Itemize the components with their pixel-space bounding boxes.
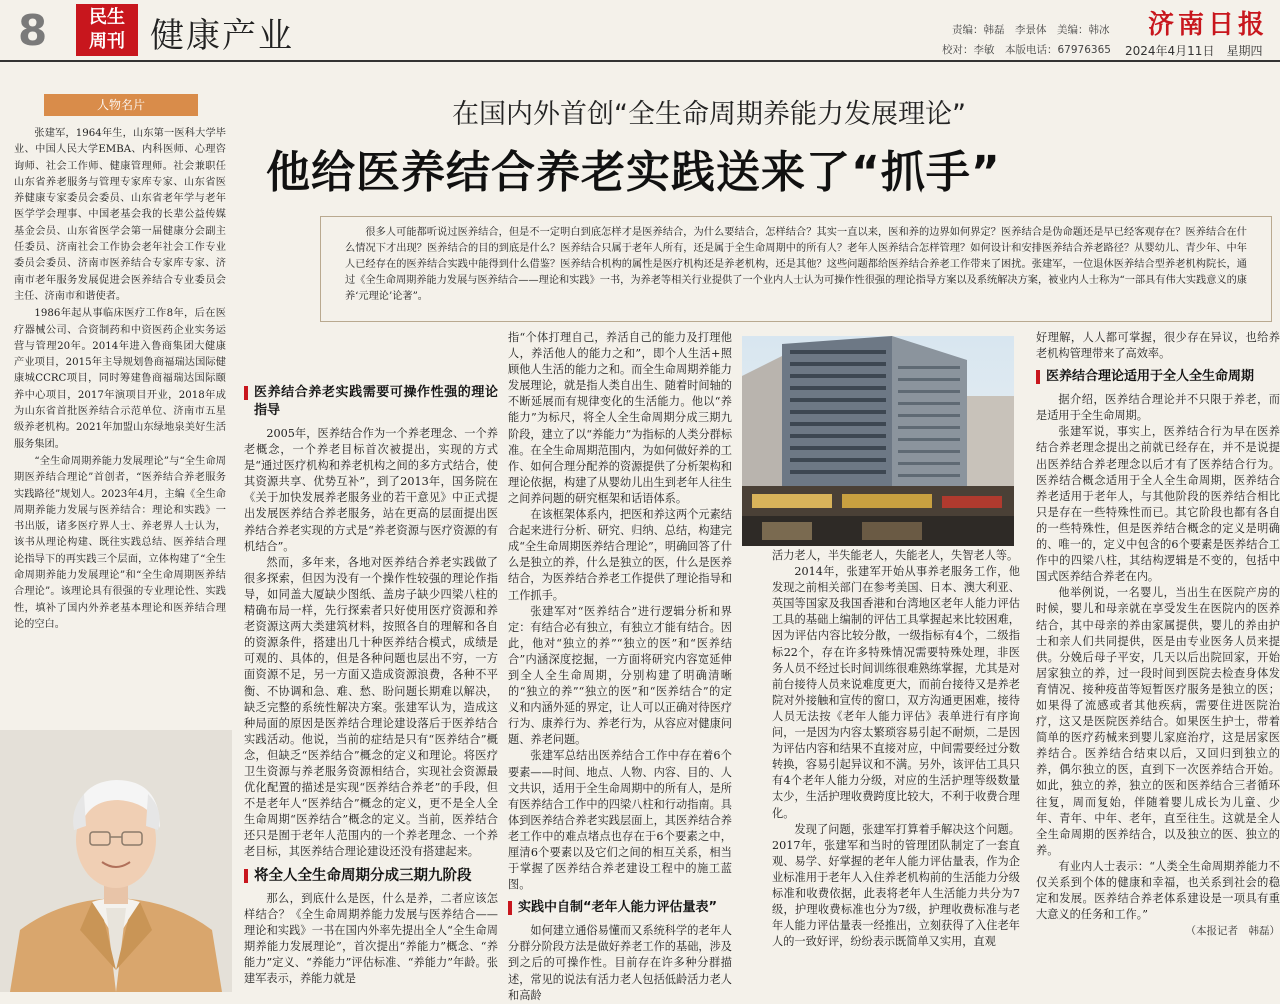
profile-label: 人物名片 — [44, 94, 198, 116]
article-column-3 — [772, 548, 1020, 950]
body-paragraph: 2005年，医养结合作为一个养老理念、一个养老概念，一个养老目标首次被提出，实现的方式是“通过医疗机构和养老机构之间的多方式结合，使其资源共享、优势互补”，到了2013年，国务院在《关于加快发展养老服务业的若干意见》中正式提出发展医养结合养老服务，站在更高的层面提出医养结合养老实现的方式是“养老资源与医疗资源的有机结合”。 — [244, 427, 498, 553]
publication-date: 2024年4月11日 星期四 — [1125, 44, 1263, 58]
body-paragraph: 好理解，人人都可掌握，很少存在异议，也给养老机构管理带来了高效率。 — [1036, 331, 1280, 361]
body-paragraph: 指“个体打理自己，养活自己的能力及打理他人，养活他人的能力之和”，即个人生活+照顾他人生活的能力之和。而全生命周期养能力发展理论，就是指人类自出生、随着时间轴的不断延展而有规律变化的生活能力。他以“养能力”为标尺，将全人全生命周期分成三期九阶段，建立了以“养能力”为指标的人类分群标准。在全生命周期范围内，为如何做好养的工作、如何合理分配养的资源提供了分析架构和理论依据，构建了从婴幼儿出生到老年人往生之间养问题的研究框架和话语体系。 — [508, 331, 733, 505]
profile-paragraph: “全生命周期养能力发展理论”与“全生命周期医养结合理论”首创者，“医养结合养老服务实践路径”规划人。2023年4月，主编《全生命周期养能力发展与医养结合：理论和实践》一书出版，诸多医疗界人士、养老界人士认为，该书从理论构建、既往实践总结、医养结合理论指导下的再实践三个层面，立体构建了“全生命周期养能力发展理论”和“全生命周期医养结合理论”。该理论具有很强的专业理论性、实践性，填补了国内外养老基本理论和医养结合理论的空白。 — [14, 455, 226, 630]
article-column-2 — [508, 330, 732, 1004]
subheadline: 在国内外首创“全生命周期养能力发展理论” — [452, 99, 966, 130]
article-column-1 — [244, 378, 498, 987]
body-paragraph: 然而，多年来，各地对医养结合养老实践做了很多探索，但因为没有一个操作性较强的理论作指导，如同盖大厦缺少图纸、盖房子缺少四梁八柱的精确布局一样，先行探索者只好使用医疗资源和养老资源这两大类建筑材料，按照各自的理解和各自的资源条件，搭建出几十种医养结合模式，成绩是可观的、具体的，但是各种问题也层出不穷，一方面资源不足，另一方面又造成资源浪费，各种不平衡、不协调和急、难、愁、盼问题长期难以解决，缺乏完整的系统性解决方案。张建军认为，造成这种局面的原因是医养结合理论建设落后于医养结合实践活动。他说，当前的症结是只有“医养结合”概念，但缺乏“医养结合”概念的定义和理论。将医疗卫生资源与养老服务资源相结合，实现社会资源最优化配置的描述是实现“医养结合养老”的手段，但不是老年人“医养结合”概念的定义，更不是全人全生命周期“医养结合”概念的定义。当前，医养结合还只是囿于老年人范围内的一个养老理念、一个养老目标，其医养结合理论建设还没有搭建起来。 — [244, 555, 498, 859]
body-paragraph: 发现了问题，张建军打算着手解决这个问题。2017年，张建军和当时的管理团队制定了一套直观、易学、好掌握的老年人能力评估量表，作为企业标准用于老年人入住养老机构前的生活能力分级标准和收费依据，此表将老年人生活能力共分为7级，护理收费标准也分为7级，护理收费标准与老年人能力评估量表一经推出，立刻获得了入住老年人的一致好评，纷纷表示既简单又实用，直观 — [772, 822, 1020, 949]
profile-sidebar — [0, 90, 232, 992]
body-paragraph: 2014年，张建军开始从事养老服务工作，他发现之前相关部门在参考美国、日本、澳大利亚、英国等国家及我国香港和台湾地区老年人能力评估工具的基础上编制的评估工具掌握起来比较困难，因为评估内容比较分散，一级指标有4个，二级指标22个，存在许多特殊情况需要特殊处理，非医务人员不经过长时间训练很难熟练掌握，尤其是对前台接待人员来说难度更大，而前台接待又是养老院对外接触和宣传的窗口，双方沟通更困难，接待人员无法按《老年人能力评估》表单进行有序询问，一是因为内容太繁琐容易引起不耐烦，二是因为评估内容和结果不直接对应，中间需要经过分数转换，容易引起异议和不满。另外，该评估工具只有4个老年人能力分级，对应的生活护理等级数量太少，生活护理收费跨度比较大，不利于收费合理化。 — [772, 565, 1020, 820]
profile-paragraph: 1986年起从事临床医疗工作8年，后在医疗器械公司、合资制药和中资医药企业实务运营与管理20年。2014年进入鲁商集团大健康产业项目，2015年主导规划鲁商福瑞达国际健康城CCRC项目，同时筹建鲁商福瑞达国际颐养中心项目，2017年演项目开业，2018年成为山东省首批医养结合示范单位、济南市五星级养老机构。2021年加盟山东绿地泉美好生活服务集团。 — [14, 308, 226, 450]
body-paragraph: 活力老人，半失能老人，失能老人，失智老人等。 — [772, 549, 1019, 562]
building-photo — [742, 336, 1014, 546]
building-illustration — [742, 336, 1014, 546]
masthead — [0, 0, 1280, 62]
body-paragraph: 他举例说，一名婴儿，当出生在医院产房的时候，婴儿和母亲就在享受发生在医院内的医养结合，其中母亲的养由家属提供，婴儿的养由护士和亲人们共同提供，医是由专业医务人员来提供。分娩后母子平安，几天以后出院回家，开始居家独立的养，过一段时间到医院去检查身体发育情况、接种疫苗等短暂医疗服务是独立的医；如果得了流感或者其他疾病，需要住进医院治疗，这又是医院医养结合。如果医生护士，带着简单的医疗药械来到婴儿家庭治疗，这是居家医养结合。医养结合结束以后，又回归到独立的养，偶尔独立的医，直到下一次医养结合开始。如此，独立的养，独立的医和医养结合三者循环往复，周而复始，伴随着婴儿成长为儿童、少年、青年、中年、老年，直至往生。这就是全人全生命周期的医养结合，以及独立的医、独立的养。 — [1036, 586, 1280, 857]
body-paragraph: 据介绍，医养结合理论并不只限于养老，而是适用于全生命周期。 — [1036, 393, 1280, 423]
article-column-4 — [1036, 330, 1280, 939]
body-paragraph: 张建军说，事实上，医养结合行为早在医养结合养老理念提出之前就已经存在，并不是说提出医养结合养老理念以后才有了医养结合行为。医养结合概念适用于全人全生命周期，医养结合养老适用于老年人，与其他阶段的医养结合相比只是存在一些特殊性而已。其它阶段也都有各自的一些特殊性，但是医养结合概念的定义是明确的、唯一的，定义中包含的6个要素是医养结合工作中的四梁八柱，其结构逻辑是不变的，包括中国式医养结合养老在内。 — [1036, 425, 1280, 584]
section-heading: 实践中自制“老年人能力评估量表” — [508, 893, 732, 923]
body-paragraph: 那么，到底什么是医，什么是养，二者应该怎样结合？《全生命周期养能力发展与医养结合——理论和实践》一书在国内外率先提出全人“全生命周期养能力发展理论”，首次提出“养能力”概念、“养能力”定义、“养能力”评估标准、“养能力”年龄。张建军表示，养能力就是 — [244, 891, 498, 985]
profile-paragraph: 张建军，1964年生，山东第一医科大学毕业、中国人民大学EMBA、内科医师、心理咨询师、社会工作师、健康管理师。社会兼职任山东省养老服务与管理专家库专家、山东省医养健康专家委员会委员、山东省老年学与老年医学学会理事、中国老基会我的长辈公益传媒基金会员、山东省医学会第一届健康分会副主任委员、济南社会工作协会老年社会工作专业委员会委员、济南市医养结合专家库专家、济南市老年服务发展促进会医养结合专业委员会主任、济南市和谐使者。 — [14, 128, 226, 302]
reporter-byline: （本报记者 韩磊） — [1185, 925, 1280, 938]
lead-paragraph: 很多人可能都听说过医养结合，但是不一定明白到底怎样才是医养结合，为什么要结合，怎样结合？其实一直以来，医和养的边界如何界定？医养结合是伪命题还是早已经客观存在？医养结合在什么情况下才出现？医养结合的目的到底是什么？医养结合只属于老年人所有，还是属于全生命周期中的所有人？老年人医养结合怎样管理？如何设计和安排医养结合养老路径？从婴幼儿、青少年、中年人已经存在的医养结合实践中能得到什么借鉴？医养结合机构的属性是医疗机构还是养老机构，还是其他？这些问题都给医养结合养老工作带来了困扰。张建军，一位退休医养结合型养老机构院长，通过《全生命周期养能力发展与医养结合——理论和实践》一书，为养老等相关行业提供了一个业内人士认为可操作性很强的理论指导方案以及系统解决方案，被业内人士称为“一部具有伟大实践意义的康养‘元理论’论著”。 — [320, 216, 1272, 322]
section-title: 健康产业 — [150, 16, 294, 56]
column-badge — [76, 4, 138, 56]
page-number: 8 — [18, 6, 48, 55]
section-heading: 医养结合养老实践需要可操作性强的理论指导 — [244, 378, 498, 426]
body-paragraph: 在该框架体系内，把医和养这两个元素结合起来进行分析、研究、归纳、总结，构建完成“全生命周期医养结合理论”，明确回答了什么是独立的养，什么是独立的医，什么是医养结合，为医养结合养老工作提供了理论指导和工作抓手。 — [508, 508, 733, 602]
section-heading: 医养结合理论适用于全人全生命周期 — [1036, 362, 1280, 392]
portrait-photo — [0, 730, 232, 992]
column-badge-line2: 周刊 — [89, 31, 125, 52]
body-paragraph: 如何建立通俗易懂而又系统科学的老年人分群分阶段方法是做好养老工作的基础，涉及到之后的可操作性。目前存在许多种分群描述，常见的说法有活力老人包括低龄活力老人和高龄 — [508, 924, 732, 1002]
body-paragraph: 张建军总结出医养结合工作中存在着6个要素——时间、地点、人物、内容、目的、人文共识，适用于全生命周期中的所有人，是所有医养结合工作中的四梁八柱和行动指南。具体到医养结合养老实践层面上，其医养结合养老工作中的难点堵点也存在于6个要素之中，厘清6个要素以及它们之间的相互关系，相当于掌握了医养结合养老建设工程中的施工蓝图。 — [508, 749, 732, 892]
editors-line: 责编：韩磊 李景体 美编：韩冰 — [952, 24, 1110, 36]
portrait-illustration — [0, 730, 232, 992]
column-badge-line1: 民生 — [89, 7, 125, 28]
profile-text — [14, 126, 226, 634]
body-paragraph: 张建军对“医养结合”进行逻辑分析和界定：有结合必有独立，有独立才能有结合。因此，他对“独立的养”“独立的医”和“医养结合”内涵深度挖掘，一方面将研究内容宽延伸到全人全生命周期，分别构建了明确清晰的“独立的养”“独立的医”和“医养结合”的定义和内涵外延的界定，让人可以正确对待医疗行为、康养行为、养老行为，从容应对健康问题、养老问题。 — [508, 604, 732, 747]
section-heading: 将全人全生命周期分成三期九阶段 — [244, 861, 498, 891]
proofreader-line: 校对：李敏 本版电话：67976365 — [942, 44, 1111, 56]
body-paragraph: 有业内人士表示：“人类全生命周期养能力不仅关系到个体的健康和幸福，也关系到社会的稳定和发展。医养结合养老体系建设是一项具有重大意义的任务和工作。” — [1036, 859, 1280, 922]
newspaper-logo: 济南日报 — [1148, 10, 1269, 40]
headline: 他给医养结合养老实践送来了“抓手” — [266, 147, 1001, 198]
